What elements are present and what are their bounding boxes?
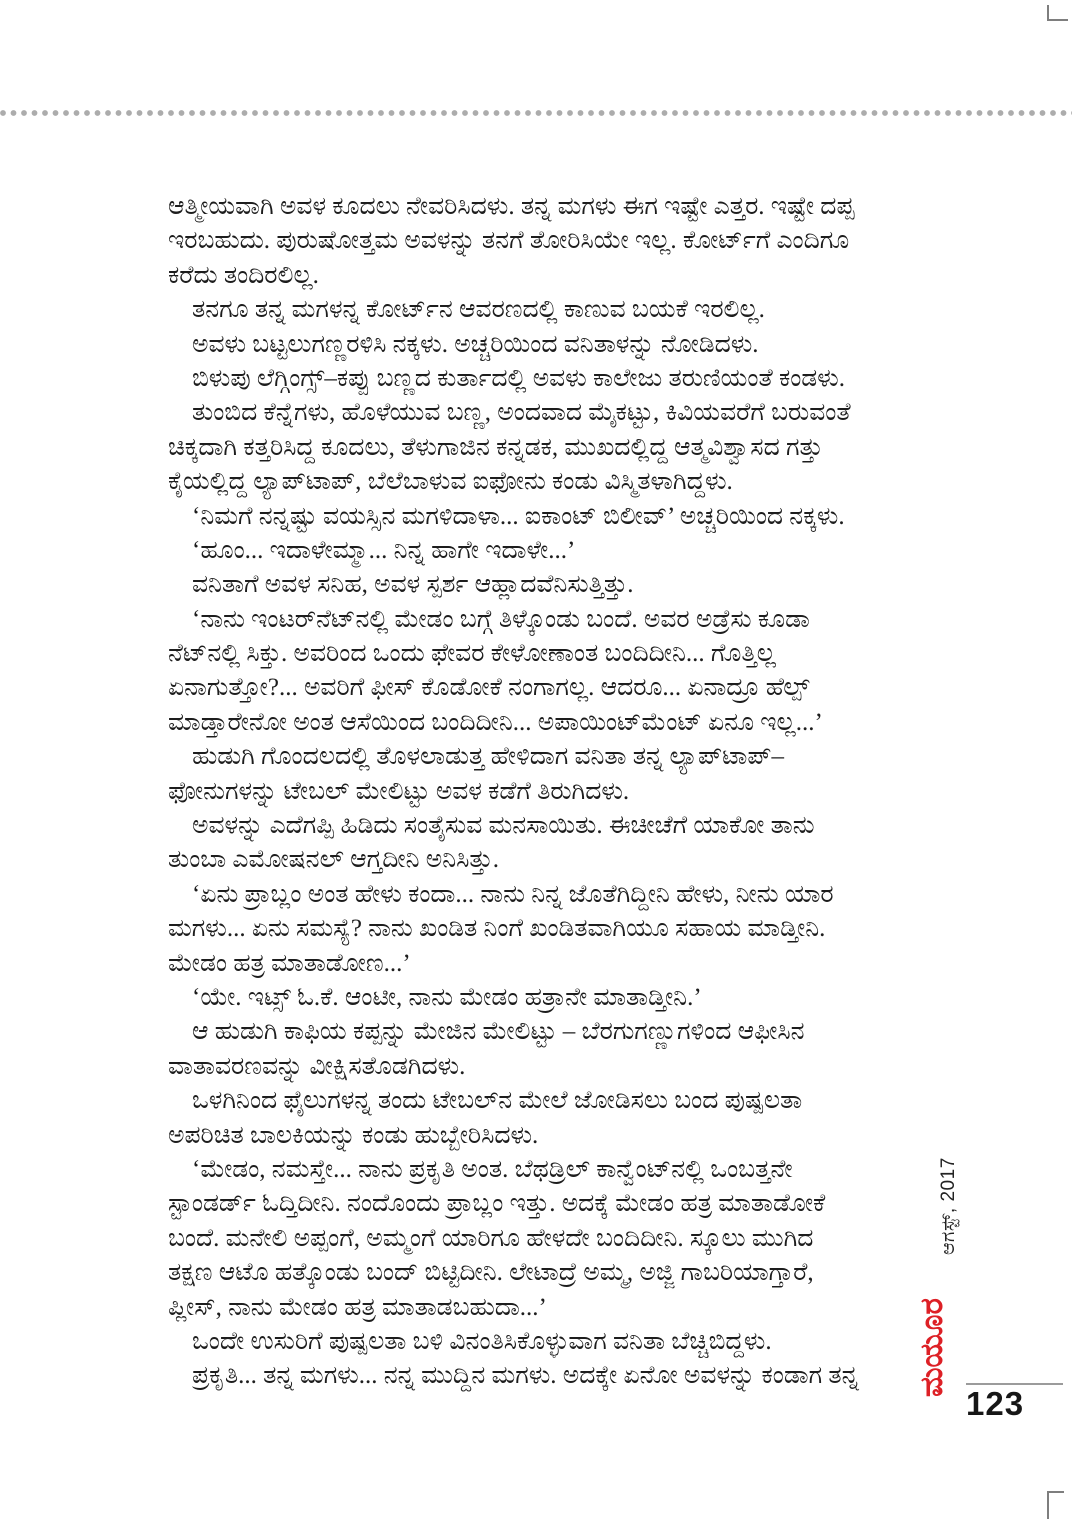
crop-mark-bottom-right: [1047, 1491, 1064, 1519]
text-line: ವಾತಾವರಣವನ್ನು ವೀಕ್ಷಿಸತೊಡಗಿದಳು.: [168, 1052, 466, 1080]
text-line: ಅವಳನ್ನು ಎದೆಗಪ್ಪಿ ಹಿಡಿದು ಸಂತೈಸುವ ಮನಸಾಯಿತು. ಈಚೀಚೆಗೆ ಯಾಕೋ ತಾನು: [192, 812, 815, 840]
journal-title-vertical: ಮಯೂರ: [914, 1298, 949, 1397]
story-text: [168, 190, 943, 1394]
text-line: ಹುಡುಗಿ ಗೊಂದಲದಲ್ಲಿ ತೊಳಲಾಡುತ್ತ ಹೇಳಿದಾಗ ವನಿತಾ ತನ್ನ ಲ್ಯಾಪ್‌ಟಾಪ್–: [192, 743, 784, 771]
text-line: ಮೇಡಂ ಹತ್ರ ಮಾತಾಡೋಣ...’: [168, 949, 411, 977]
text-line: ಅವಳು ಬಟ್ಟಲುಗಣ್ಣರಳಿಸಿ ನಕ್ಕಳು. ಅಚ್ಚರಿಯಿಂದ ವನಿತಾಳನ್ನು ನೋಡಿದಳು.: [192, 330, 759, 358]
text-line: ಫೋನುಗಳನ್ನು ಟೇಬಲ್ ಮೇಲಿಟ್ಟು ಅವಳ ಕಡೆಗೆ ತಿರುಗಿದಳು.: [168, 777, 630, 805]
text-line: ಮಗಳು... ಏನು ಸಮಸ್ಯೆ? ನಾನು ಖಂಡಿತ ನಿಂಗೆ ಖಂಡಿತವಾಗಿಯೂ ಸಹಾಯ ಮಾಡ್ತೀನಿ.: [168, 915, 826, 943]
page-number: 123: [966, 1385, 1025, 1422]
text-line: ಸ್ಟಾಂಡರ್ಡ್ ಓದ್ತಿದೀನಿ. ನಂದೊಂದು ಪ್ರಾಬ್ಲಂ ಇತ್ತು. ಅದಕ್ಕೆ ಮೇಡಂ ಹತ್ರ ಮಾತಾಡೋಕೆ: [168, 1190, 826, 1218]
text-line: ಮಾಡ್ತಾರೇನೋ ಅಂತ ಆಸೆಯಿಂದ ಬಂದಿದೀನಿ... ಅಪಾಯಿಂಟ್‌ಮೆಂಟ್ ಏನೂ ಇಲ್ಲ...’: [168, 708, 823, 736]
text-line: ಏನಾಗುತ್ತೋ?... ಅವರಿಗೆ ಫೀಸ್ ಕೊಡೋಕೆ ನಂಗಾಗಲ್ಲ. ಆದರೂ... ಏನಾದ್ರೂ ಹೆಲ್ಪ್: [168, 674, 810, 702]
text-line: ‘ಏನು ಪ್ರಾಬ್ಲಂ ಅಂತ ಹೇಳು ಕಂದಾ... ನಾನು ನಿನ್ನ ಜೊತೆಗಿದ್ದೀನಿ ಹೇಳು, ನೀನು ಯಾರ: [192, 880, 834, 908]
text-line: ‘ಯೇ. ಇಟ್ಸ್ ಓ.ಕೆ. ಆಂಟೀ, ನಾನು ಮೇಡಂ ಹತ್ರಾನೇ ಮಾತಾಡ್ತೀನಿ.’: [192, 983, 702, 1011]
text-line: ಆತ್ಮೀಯವಾಗಿ ಅವಳ ಕೂದಲು ನೇವರಿಸಿದಳು. ತನ್ನ ಮಗಳು ಈಗ ಇಷ್ಟೇ ಎತ್ತರ. ಇಷ್ಟೇ ದಪ್ಪ: [168, 193, 855, 220]
issue-date-vertical: ಆಗಸ್ಟ್, 2017: [938, 1157, 959, 1255]
text-line: ಒಳಗಿನಿಂದ ಫೈಲುಗಳನ್ನ ತಂದು ಟೇಬಲ್‌ನ ಮೇಲೆ ಜೋಡಿಸಲು ಬಂದ ಪುಷ್ಪಲತಾ: [192, 1087, 803, 1115]
text-line: ತನಗೂ ತನ್ನ ಮಗಳನ್ನ ಕೋರ್ಟ್‌ನ ಆವರಣದಲ್ಲಿ ಕಾಣುವ ಬಯಕೆ ಇರಲಿಲ್ಲ.: [192, 296, 765, 324]
crop-mark-top-right: [1047, 5, 1068, 21]
text-line: ‘ಹೂಂ... ಇದಾಳೇಮ್ಮಾ... ನಿನ್ನ ಹಾಗೇ ಇದಾಳೇ...’: [192, 536, 576, 564]
text-line: ಪ್ರಕೃತಿ... ತನ್ನ ಮಗಳು... ನನ್ನ ಮುದ್ದಿನ ಮಗಳು. ಅದಕ್ಕೇ ಏನೋ ಅವಳನ್ನು ಕಂಡಾಗ ತನ್ನ: [192, 1362, 859, 1390]
text-line: ಪ್ಲೀಸ್, ನಾನು ಮೇಡಂ ಹತ್ರ ಮಾತಾಡಬಹುದಾ...’: [168, 1293, 547, 1321]
text-line: ವನಿತಾಗೆ ಅವಳ ಸನಿಹ, ಅವಳ ಸ್ಪರ್ಶ ಆಹ್ಲಾದವೆನಿಸುತ್ತಿತ್ತು.: [192, 571, 634, 599]
text-line: ತಕ್ಷಣ ಆಟೊ ಹತ್ಕೊಂಡು ಬಂದ್ ಬಿಟ್ಟಿದೀನಿ. ಲೇಟಾದ್ರೆ ಅಮ್ಮ, ಅಜ್ಜಿ ಗಾಬರಿಯಾಗ್ತಾರೆ,: [168, 1259, 814, 1287]
text-line: ‘ನಿಮಗೆ ನನ್ನಷ್ಟು ವಯಸ್ಸಿನ ಮಗಳಿದಾಳಾ... ಐಕಾಂಟ್ ಬಿಲೀವ್’ ಅಚ್ಚರಿಯಿಂದ ನಕ್ಕಳು.: [192, 502, 845, 530]
text-line: ಕೈಯಲ್ಲಿದ್ದ ಲ್ಯಾಪ್‌ಟಾಪ್, ಬೆಲೆಬಾಳುವ ಐಫೋನು ಕಂಡು ವಿಸ್ಮಿತಳಾಗಿದ್ದಳು.: [168, 468, 733, 496]
text-line: ನೆಟ್‌ನಲ್ಲಿ ಸಿಕ್ತು. ಅವರಿಂದ ಒಂದು ಫೇವರ ಕೇಳೋಣಾಂತ ಬಂದಿದೀನಿ... ಗೊತ್ತಿಲ್ಲ: [168, 640, 776, 668]
text-line: ಒಂದೇ ಉಸುರಿಗೆ ಪುಷ್ಪಲತಾ ಬಳಿ ವಿನಂತಿಸಿಕೊಳ್ಳುವಾಗ ವನಿತಾ ಬೆಚ್ಚಿಬಿದ್ದಳು.: [192, 1327, 772, 1355]
text-line: ಅಪರಿಚಿತ ಬಾಲಕಿಯನ್ನು ಕಂಡು ಹುಬ್ಬೇರಿಸಿದಳು.: [168, 1121, 539, 1149]
text-line: ಆ ಹುಡುಗಿ ಕಾಫಿಯ ಕಪ್ಪನ್ನು ಮೇಜಿನ ಮೇಲಿಟ್ಟು – ಬೆರಗುಗಣ್ಣುಗಳಿಂದ ಆಫೀಸಿನ: [192, 1018, 805, 1046]
text-line: ಬಿಳುಪು ಲೆಗ್ಗಿಂಗ್ಸ್–ಕಪ್ಪು ಬಣ್ಣದ ಕುರ್ತಾದಲ್ಲಿ ಅವಳು ಕಾಲೇಜು ತರುಣಿಯಂತೆ ಕಂಡಳು.: [192, 364, 845, 392]
text-line: ತುಂಬಿದ ಕೆನ್ನೆಗಳು, ಹೊಳೆಯುವ ಬಣ್ಣ, ಅಂದವಾದ ಮೈಕಟ್ಟು, ಕಿವಿಯವರೆಗೆ ಬರುವಂತೆ: [192, 399, 851, 427]
text-line: ಚಿಕ್ಕದಾಗಿ ಕತ್ತರಿಸಿದ್ದ ಕೂದಲು, ತೆಳುಗಾಜಿನ ಕನ್ನಡಕ, ಮುಖದಲ್ಲಿದ್ದ ಆತ್ಮವಿಶ್ವಾಸದ ಗತ್ತು: [168, 433, 823, 461]
text-line: ‘ಮೇಡಂ, ನಮಸ್ತೇ... ನಾನು ಪ್ರಕೃತಿ ಅಂತ. ಬೆಥಡ್ರಿಲ್ ಕಾನ್ವೆಂಟ್‌ನಲ್ಲಿ ಒಂಬತ್ತನೇ: [192, 1155, 793, 1183]
text-line: ‘ನಾನು ಇಂಟರ್‌ನೆಟ್‌ನಲ್ಲಿ ಮೇಡಂ ಬಗ್ಗೆ ತಿಳ್ಕೊಂಡು ಬಂದೆ. ಅವರ ಅಡ್ರೆಸು ಕೂಡಾ: [192, 605, 810, 633]
text-line: ಇರಬಹುದು. ಪುರುಷೋತ್ತಮ ಅವಳನ್ನು ತನಗೆ ತೋರಿಸಿಯೇ ಇಲ್ಲ. ಕೋರ್ಟ್‌ಗೆ ಎಂದಿಗೂ: [168, 227, 850, 255]
text-line: ಬಂದೆ. ಮನೇಲಿ ಅಪ್ಪಂಗೆ, ಅಮ್ಮಂಗೆ ಯಾರಿಗೂ ಹೇಳದೇ ಬಂದಿದೀನಿ. ಸ್ಕೂಲು ಮುಗಿದ: [168, 1224, 814, 1252]
text-line: ಕರೆದು ತಂದಿರಲಿಲ್ಲ.: [168, 261, 319, 289]
text-line: ತುಂಬಾ ಎಮೋಷನಲ್ ಆಗ್ತದೀನಿ ಅನಿಸಿತ್ತು.: [168, 846, 500, 874]
dotted-divider: [0, 109, 1072, 117]
